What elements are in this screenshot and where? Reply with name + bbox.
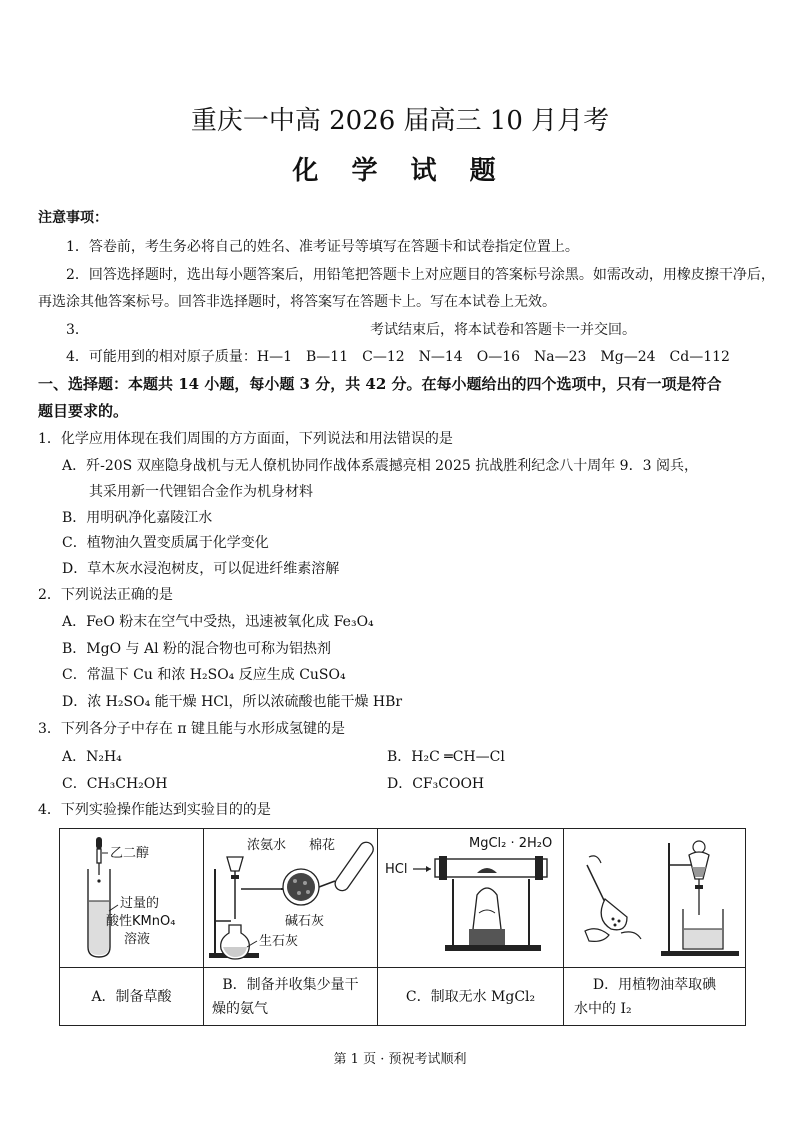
note-3-num: 3． bbox=[66, 322, 89, 338]
caption-a: A．制备草酸 bbox=[60, 968, 204, 1026]
apparatus-b-illustration bbox=[205, 829, 377, 963]
label-hcl: HCl bbox=[384, 862, 407, 877]
q1-stem: 1．化学应用体现在我们周围的方方面面，下列说法和用法错误的是 bbox=[38, 431, 453, 447]
q1-option-c: C．植物油久置变质属于化学变化 bbox=[62, 535, 269, 551]
apparatus-a-illustration bbox=[62, 829, 202, 963]
label-excess: 过量的 bbox=[119, 896, 159, 911]
note-1: 1．答卷前，考生务必将自己的姓名、准考证号等填写在答题卡和试卷指定位置上。 bbox=[66, 239, 579, 255]
note-2-cont: 再选涂其他答案标号。回答非选择题时，将答案写在答题卡上。写在本试卷上无效。 bbox=[38, 294, 556, 310]
q3-option-d: D．CF₃COOH bbox=[387, 776, 485, 792]
q2-option-d: D．浓 H₂SO₄ 能干燥 HCl，所以浓硫酸也能干燥 HBr bbox=[62, 694, 403, 710]
label-soda-lime: 碱石灰 bbox=[284, 914, 324, 929]
experiment-table bbox=[59, 828, 746, 1026]
caption-c: C．制取无水 MgCl₂ bbox=[378, 968, 564, 1026]
figure-c-cell bbox=[378, 829, 564, 968]
q2-option-c: C．常温下 Cu 和浓 H₂SO₄ 反应生成 CuSO₄ bbox=[62, 667, 346, 683]
caption-b: B．制备并收集少量干 燥的氨气 bbox=[204, 968, 378, 1026]
q2-stem: 2．下列说法正确的是 bbox=[38, 587, 173, 603]
q3-option-a: A．N₂H₄ bbox=[62, 749, 122, 765]
q2-option-a: A．FeO 粉末在空气中受热，迅速被氧化成 Fe₃O₄ bbox=[62, 614, 374, 630]
page-footer: 第 1 页 · 预祝考试顺利 bbox=[333, 1052, 467, 1067]
label-quicklime: 生石灰 bbox=[258, 934, 298, 949]
figure-b-cell bbox=[204, 829, 378, 968]
q2-option-b: B．MgO 与 Al 粉的混合物也可称为铝热剂 bbox=[62, 641, 332, 657]
caption-d: D．用植物油萃取碘 水中的 I₂ bbox=[564, 968, 746, 1026]
q3-option-c: C．CH₃CH₂OH bbox=[62, 776, 168, 792]
figure-d-cell bbox=[564, 829, 746, 968]
q1-option-d: D．草木灰水浸泡树皮，可以促进纤维素溶解 bbox=[62, 561, 340, 577]
label-acidic-kmno4: 酸性KMnO₄ bbox=[105, 914, 175, 929]
q1-option-a-cont: 其采用新一代锂铝合金作为机身材料 bbox=[89, 484, 313, 500]
note-4: 4．可能用到的相对原子质量：H—1 B—11 C—12 N—14 O—16 Na—23 Mg—24 Cd—112 bbox=[66, 349, 730, 365]
q4-stem: 4．下列实验操作能达到实验目的的是 bbox=[38, 802, 271, 818]
apparatus-c-illustration bbox=[379, 829, 563, 963]
note-3: 考试结束后，将本试卷和答题卡一并交回。 bbox=[370, 322, 636, 338]
label-solution: 溶液 bbox=[123, 932, 150, 947]
q3-option-b: B．H₂C ═CH—Cl bbox=[387, 749, 505, 765]
exam-title: 重庆一中高 2026 届高三 10 月月考 bbox=[190, 106, 610, 136]
apparatus-d-illustration bbox=[565, 829, 745, 963]
figure-a-cell bbox=[60, 829, 204, 968]
q1-option-a: A．歼-20S 双座隐身战机与无人僚机协同作战体系震撼亮相 2025 抗战胜利纪念八十周年 9．3 阅兵， bbox=[62, 458, 698, 474]
notes-heading: 注意事项： bbox=[38, 210, 108, 226]
label-ethylene-glycol: 乙二醇 bbox=[109, 846, 149, 861]
exam-subtitle: 化 学 试 题 bbox=[292, 156, 508, 186]
q3-stem: 3．下列各分子中存在 π 键且能与水形成氢键的是 bbox=[38, 721, 346, 737]
note-2: 2．回答选择题时，选出每小题答案后，用铅笔把答题卡上对应题目的答案标号涂黑。如需改动，用橡皮擦干净后， bbox=[66, 267, 775, 283]
q1-option-b: B．用明矾净化嘉陵江水 bbox=[62, 510, 213, 526]
label-cotton: 棉花 bbox=[308, 838, 335, 853]
label-mgcl2-hydrate: MgCl₂ · 2H₂O bbox=[468, 836, 552, 851]
section-heading: 一、选择题：本题共 14 小题，每小题 3 分，共 42 分。在每小题给出的四个选项中，只有一项是符合 bbox=[38, 375, 722, 393]
label-conc-ammonia: 浓氨水 bbox=[246, 838, 286, 853]
section-heading-cont: 题目要求的。 bbox=[38, 402, 129, 420]
